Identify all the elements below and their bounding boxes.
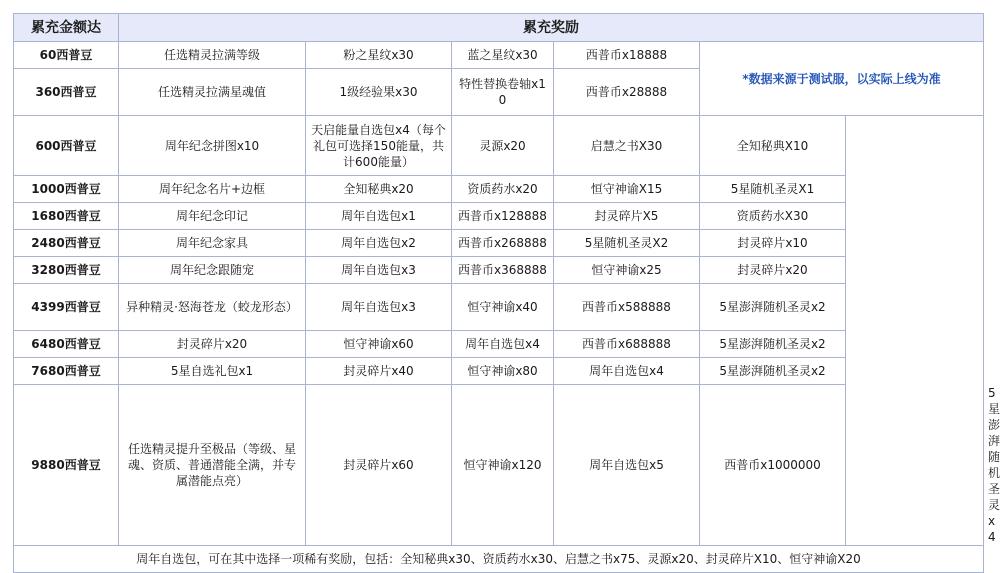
reward-cell: 特性替换卷轴x10 [452,69,554,116]
reward-cell: 西普币x18888 [554,42,700,69]
recharge-reward-table [13,13,1000,573]
reward-cell: 5星自选礼包x1 [119,358,306,385]
reward-cell: 全知秘典x20 [306,176,452,203]
reward-cell: 封灵碎片x40 [306,358,452,385]
table-row [14,331,984,358]
reward-cell: 恒守神谕x80 [452,358,554,385]
reward-cell: 封灵碎片X5 [554,203,700,230]
reward-cell: 异种精灵·怒海苍龙（蛟龙形态） [119,284,306,331]
table-row [14,42,984,69]
header-rewards: 累充奖励 [119,14,984,42]
reward-cell: 西普币x1000000 [700,385,846,546]
reward-cell: 恒守神谕X15 [554,176,700,203]
table-row [14,176,984,203]
table-row [14,230,984,257]
reward-cell: 西普币x688888 [554,331,700,358]
reward-cell: 周年纪念名片+边框 [119,176,306,203]
reward-cell: 封灵碎片x10 [700,230,846,257]
amount-cell: 9880西普豆 [14,385,119,546]
amount-cell: 6480西普豆 [14,331,119,358]
reward-cell: 周年自选包x3 [306,284,452,331]
reward-cell: 周年纪念拼图x10 [119,116,306,176]
amount-cell: 4399西普豆 [14,284,119,331]
table-header-row [14,14,984,42]
table-row [14,203,984,230]
reward-cell: 西普币x128888 [452,203,554,230]
table-row [14,257,984,284]
reward-cell: 西普币x28888 [554,69,700,116]
table-row [14,358,984,385]
table-footer-row [14,546,984,573]
reward-cell: 西普币x588888 [554,284,700,331]
empty-cell [846,116,984,546]
reward-cell: 任选精灵拉满星魂值 [119,69,306,116]
amount-cell: 1680西普豆 [14,203,119,230]
amount-cell: 360西普豆 [14,69,119,116]
reward-cell: 周年自选包x5 [554,385,700,546]
amount-cell: 3280西普豆 [14,257,119,284]
table-row [14,284,984,331]
amount-cell: 7680西普豆 [14,358,119,385]
footer-note: 周年自选包，可在其中选择一项稀有奖励，包括：全知秘典x30、资质药水x30、启慧之书x75、灵源x20、封灵碎片X10、恒守神谕X20 [14,546,984,573]
reward-cell: 5星澎湃随机圣灵x2 [700,284,846,331]
amount-cell: 600西普豆 [14,116,119,176]
table-row [14,116,984,176]
table-row: 9880西普豆 任选精灵提升至极品（等级、星魂、资质、普通潜能全满，并专属潜能点亮） 封灵碎片x60 恒守神谕x120 周年自选包x5 西普币x1000000 5星澎湃随机圣灵x4 [14,385,984,546]
reward-cell: 天启能量自选包x4（每个礼包可选择150能量，共计600能量） [306,116,452,176]
reward-cell: 1级经验果x30 [306,69,452,116]
reward-cell: 周年自选包x1 [306,203,452,230]
data-source-note: *数据来源于测试服，以实际上线为准 [700,42,984,116]
reward-cell: 资质药水X30 [700,203,846,230]
reward-cell: 周年自选包x4 [554,358,700,385]
reward-cell: 周年纪念跟随宠 [119,257,306,284]
reward-cell: 5星随机圣灵X2 [554,230,700,257]
reward-cell: 恒守神谕x25 [554,257,700,284]
reward-cell: 任选精灵拉满等级 [119,42,306,69]
reward-cell: 封灵碎片x20 [700,257,846,284]
reward-cell: 西普币x368888 [452,257,554,284]
amount-cell: 2480西普豆 [14,230,119,257]
reward-cell: 任选精灵提升至极品（等级、星魂、资质、普通潜能全满，并专属潜能点亮） [119,385,306,546]
reward-cell: 周年纪念印记 [119,203,306,230]
reward-cell: 恒守神谕x40 [452,284,554,331]
reward-cell: 恒守神谕x120 [452,385,554,546]
reward-cell: 周年自选包x4 [452,331,554,358]
reward-table-container [13,13,1000,573]
reward-cell: 粉之星纹x30 [306,42,452,69]
reward-cell: 5星随机圣灵X1 [700,176,846,203]
amount-cell: 60西普豆 [14,42,119,69]
reward-cell: 周年自选包x3 [306,257,452,284]
reward-cell: 封灵碎片x20 [119,331,306,358]
reward-cell: 启慧之书X30 [554,116,700,176]
reward-cell: 灵源x20 [452,116,554,176]
reward-cell: 全知秘典X10 [700,116,846,176]
reward-cell: 蓝之星纹x30 [452,42,554,69]
reward-cell: 5星澎湃随机圣灵x2 [700,358,846,385]
reward-cell: 5星澎湃随机圣灵x2 [700,331,846,358]
header-amount: 累充金额达 [14,14,119,42]
amount-cell: 1000西普豆 [14,176,119,203]
reward-cell: 资质药水x20 [452,176,554,203]
reward-cell: 周年纪念家具 [119,230,306,257]
reward-cell: 周年自选包x2 [306,230,452,257]
reward-cell: 恒守神谕x60 [306,331,452,358]
reward-cell: 封灵碎片x60 [306,385,452,546]
reward-cell: 西普币x268888 [452,230,554,257]
